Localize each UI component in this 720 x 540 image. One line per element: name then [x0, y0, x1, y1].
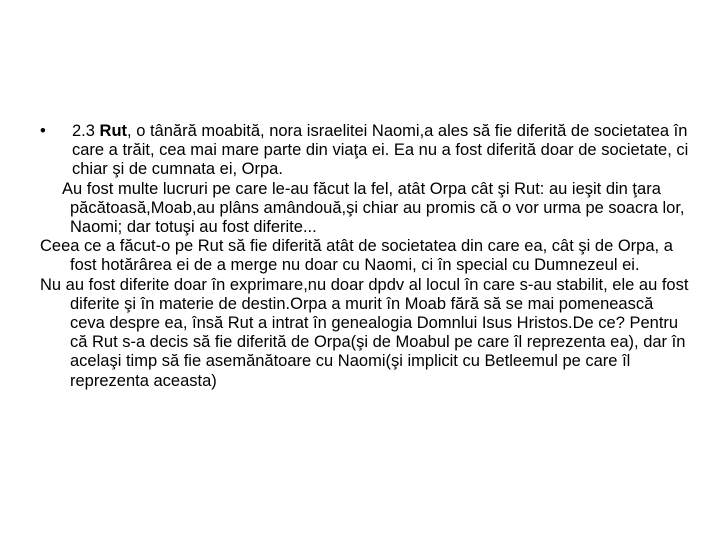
paragraph-1-text: , o tânără moabită, nora israelitei Naomi,a ales să fie diferită de societatea în care a trăit, cea mai mare parte din viaţa ei. Ea nu a fost diferită doar de societate, ci chiar şi de cumnata ei, Orpa. [72, 122, 689, 179]
paragraph-2-text: Au fost multe lucruri pe care le-au făcut la fel, atât Orpa cât şi Rut: au ieşit din ţara păcătoasă,Moab,au plâns amândouă,şi chiar au promis că o vor urma pe soacra lor, Naomi; dar totuşi au fost diferite... [62, 179, 685, 237]
paragraph-1-bold: Rut [99, 122, 128, 140]
paragraph-3-text: Ceea ce a făcut-o pe Rut să fie diferită atât de societatea din care ea, cât şi de Orpa, a fost hotărârea ei de a merge nu doar cu Naomi, ci în special cu Dumnezeul ei. [40, 237, 673, 275]
paragraph-4 [40, 276, 690, 391]
paragraph-3 [40, 237, 690, 275]
paragraph-4-text: Nu au fost diferite doar în exprimare,nu doar dpdv al locul în care s-au stabilit, ele au fost diferite şi în materie de destin.Orpa a murit în Moab fără să se mai pomenească ceva despre ea, însă Rut a intrat în genealogia Domnlui Isus Hristos.De ce? Pentru că Rut s-a decis să fie diferită de Orpa(şi de Moabul pe care îl reprezenta ea), dar în acelaşi timp să fie asemănătoare cu Naomi(şi implicit cu Betleemul pe care îl reprezenta aceasta) [40, 275, 689, 390]
paragraph-1-lead: 2.3 [72, 122, 100, 140]
slide-body [40, 122, 690, 391]
bullet-icon: • [40, 122, 46, 140]
paragraph-2 [40, 180, 690, 238]
paragraph-1 [40, 122, 690, 180]
